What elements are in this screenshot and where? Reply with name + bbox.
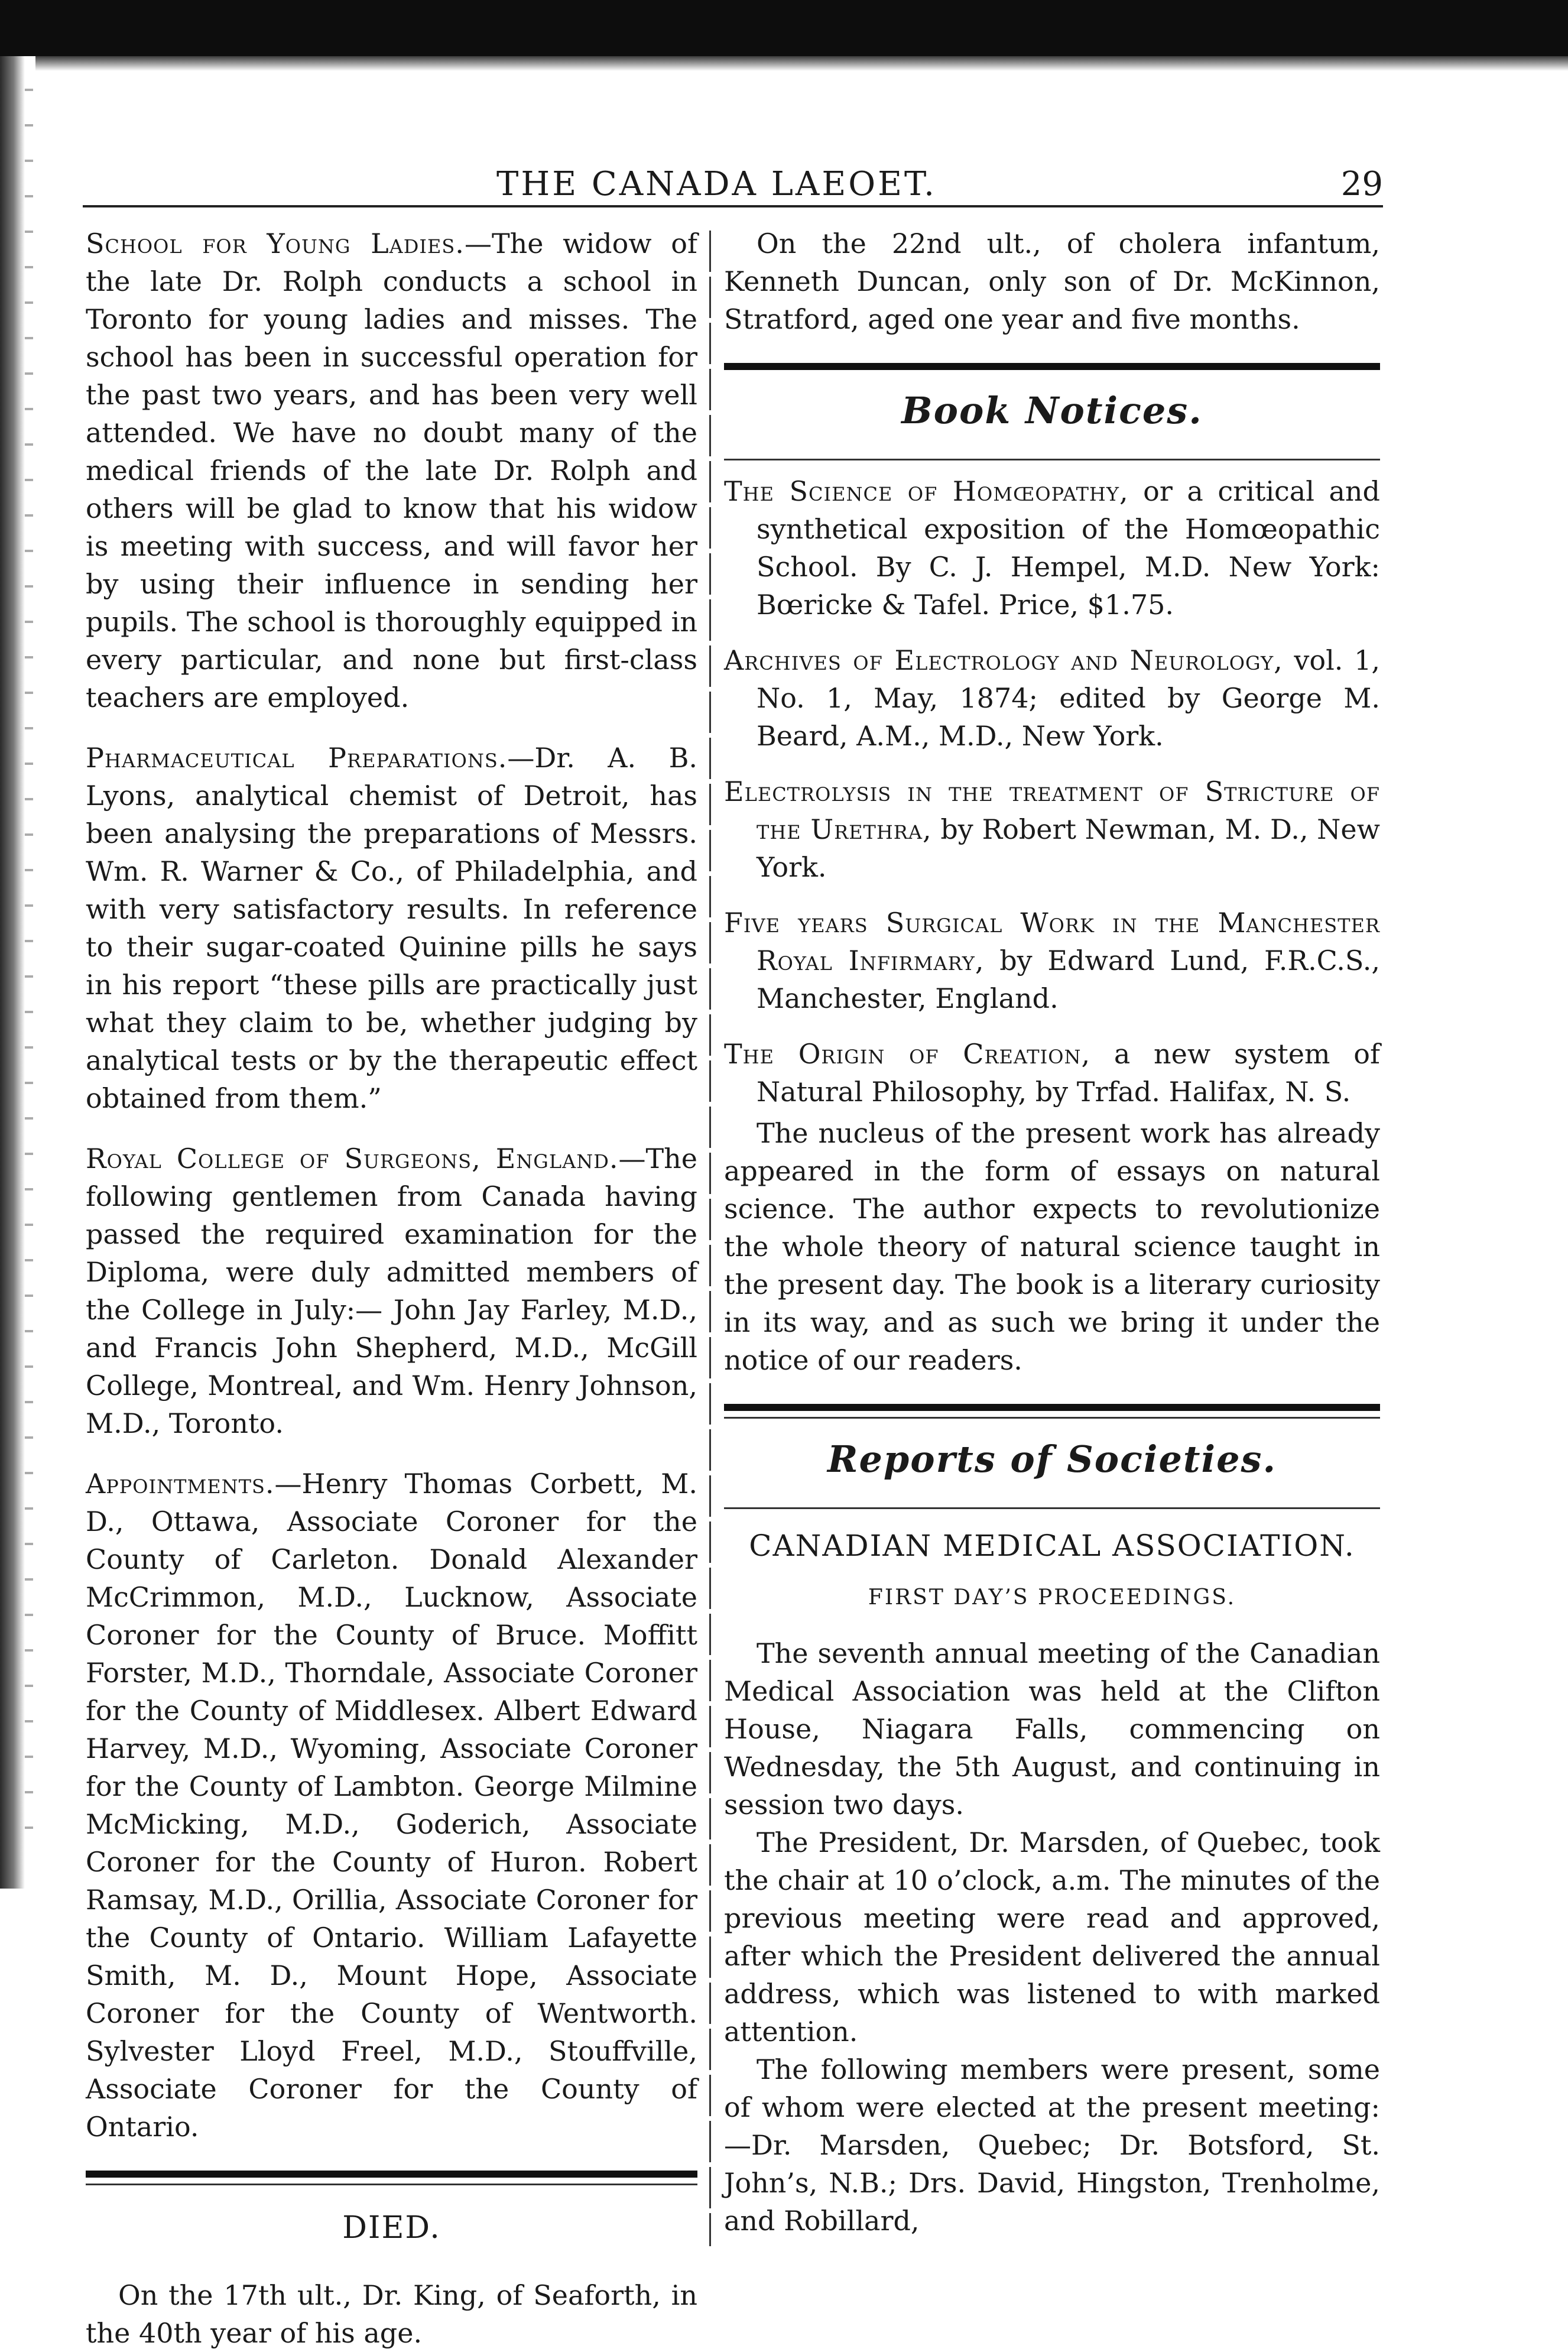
scan-left-edge — [0, 56, 25, 1889]
surgeons-heading: Royal College of Surgeons, England. — [86, 1143, 619, 1175]
column-divider — [709, 231, 711, 2246]
report-paragraph: The President, Dr. Marsden, of Quebec, took the chair at 10 o’clock, a.m. The minutes of the previous meeting were read and approved, after which the President delivered the annual address, which was listened to with marked attention. — [724, 1827, 1380, 2048]
book-details: or a critical and synthetical exposition of the Homœopathic School. By C. J. Hempel, M.D. New York: Bœricke & Tafel. Price, $1.75. — [757, 475, 1380, 621]
pharma-notice — [86, 739, 697, 1117]
section-rule — [724, 1404, 1380, 1411]
journal-title: THE CANADA LAEOET. — [496, 165, 937, 203]
surgeons-notice — [86, 1140, 697, 1442]
section-rule — [724, 363, 1380, 370]
report-paragraph: The following members were present, some of whom were elected at the present meeting:—Dr. Marsden, Quebec; Dr. Botsford, St. John’s, N.B.; Drs. David, Hingston, Trenholme, and Robillard, — [724, 2053, 1380, 2237]
died-text: On the 17th ult., Dr. King, of Seaforth, in the 40th year of his age. — [86, 2279, 697, 2349]
section-rule-thin — [86, 2184, 697, 2185]
running-head — [83, 157, 1383, 204]
pharma-heading: Pharmaceutical Preparations. — [86, 742, 508, 774]
scan-binding-marks — [25, 89, 33, 1862]
page-number: 29 — [1340, 165, 1383, 203]
book-entry — [724, 904, 1380, 1017]
header-rule — [83, 205, 1383, 207]
book-title: Archives of Electrology and Neurology, — [724, 644, 1283, 676]
proceedings-subtitle: FIRST DAY’S PROCEEDINGS. — [868, 1585, 1236, 1610]
book-title: The Origin of Creation, — [724, 1038, 1091, 1070]
scan-top-border — [0, 0, 1568, 56]
surgeons-text: —The following gentlemen from Canada having passed the required examination for the Diploma, were duly admitted members of the College in July:— John Jay Farley, M.D., and Francis John Shepherd, M.D., McGill College, Montreal, and Wm. Henry Johnson, M.D., Toronto. — [86, 1143, 697, 1439]
book-title: Electrolysis in the treatment of Stricture of the Urethra, — [724, 776, 1380, 845]
book-details: vol. 1, No. 1, May, 1874; edited by George M. Beard, A.M., M.D., New York. — [757, 644, 1380, 752]
school-text: —The widow of the late Dr. Rolph conducts a school in Toronto for young ladies and misses. The school has been in successful operation for the past two years, and has been very well attended. We have no doubt many of the medical friends of the late Dr. Rolph and others will be glad to know that his widow is meeting with success, and will favor her by using their influence in sending her pupils. The school is thoroughly equipped in every particular, and none but first-class teachers are employed. — [86, 228, 697, 713]
book-entry — [724, 641, 1380, 755]
section-rule-thin — [724, 1417, 1380, 1419]
book-entry — [724, 472, 1380, 624]
died-heading: DIED. — [342, 2210, 441, 2246]
book-entry — [724, 773, 1380, 886]
scan-shadow — [35, 56, 1568, 71]
section-rule-thin — [724, 1507, 1380, 1509]
book-title: Five years Surgical Work in the Manchester Royal Infirmary, — [724, 907, 1380, 977]
school-heading: School for Young Ladies. — [86, 228, 465, 259]
left-column — [86, 225, 697, 2352]
book-entry — [724, 1035, 1380, 1111]
book-notices-heading: Book Notices. — [901, 389, 1203, 432]
report-paragraph: The seventh annual meeting of the Canadian Medical Association was held at the Clifton House, Niagara Falls, commencing on Wednesday, the 5th August, and continuing in session two days. — [724, 1637, 1380, 1821]
section-rule — [86, 2171, 697, 2178]
book-title: The Science of Homœopathy, — [724, 475, 1129, 507]
pharma-text: —Dr. A. B. Lyons, analytical chemist of Detroit, has been analysing the preparations of Messrs. Wm. R. Warner & Co., of Philadelphia, and with very satisfactory results. In reference to their sugar-coated Quinine pills he says in his report “these pills are practically just what they claim to be, whether judging by analytical tests or by the therapeutic effect obtained from them.” — [86, 742, 698, 1114]
reports-heading: Reports of Societies. — [827, 1438, 1277, 1481]
book-details: by Robert Newman, M. D., New York. — [757, 813, 1380, 883]
obituary-text: On the 22nd ult., of cholera infantum, Kenneth Duncan, only son of Dr. McKinnon, Stratford, aged one year and five months. — [724, 228, 1380, 335]
appointments-notice — [86, 1465, 697, 2146]
book-details: a new system of Natural Philosophy, by Trfad. Halifax, N. S. — [757, 1038, 1380, 1108]
school-notice — [86, 225, 697, 716]
appointments-heading: Appointments. — [86, 1468, 275, 1500]
book-details: by Edward Lund, F.R.C.S., Manchester, England. — [757, 945, 1380, 1014]
section-rule-thin — [724, 459, 1380, 460]
association-title: CANADIAN MEDICAL ASSOCIATION. — [749, 1529, 1355, 1563]
appointments-text: —Henry Thomas Corbett, M. D., Ottawa, Associate Coroner for the County of Carleton. Donald Alexander McCrimmon, M.D., Lucknow, Associate Coroner for the County of Bruce. Moffitt Forster, M.D., Thorndale, Associate Coroner for the County of Middlesex. Albert Edward Harvey, M.D., Wyoming, Associate Coroner for the County of Lambton. George Milmine McMicking, M.D., Goderich, Associate Coroner for the County of Huron. Robert Ramsay, M.D., Orillia, Associate Coroner for the County of Ontario. William Lafayette Smith, M. D., Mount Hope, Associate Coroner for the County of Wentworth. Sylvester Lloyd Freel, M.D., Stouffville, Associate Coroner for the County of Ontario. — [86, 1468, 697, 2143]
book-review: The nucleus of the present work has already appeared in the form of essays on natural science. The author expects to revolutionize the whole theory of natural science taught in the present day. The book is a literary curiosity in its way, and as such we bring it under the notice of our readers. — [724, 1117, 1380, 1376]
right-column — [724, 225, 1380, 2240]
